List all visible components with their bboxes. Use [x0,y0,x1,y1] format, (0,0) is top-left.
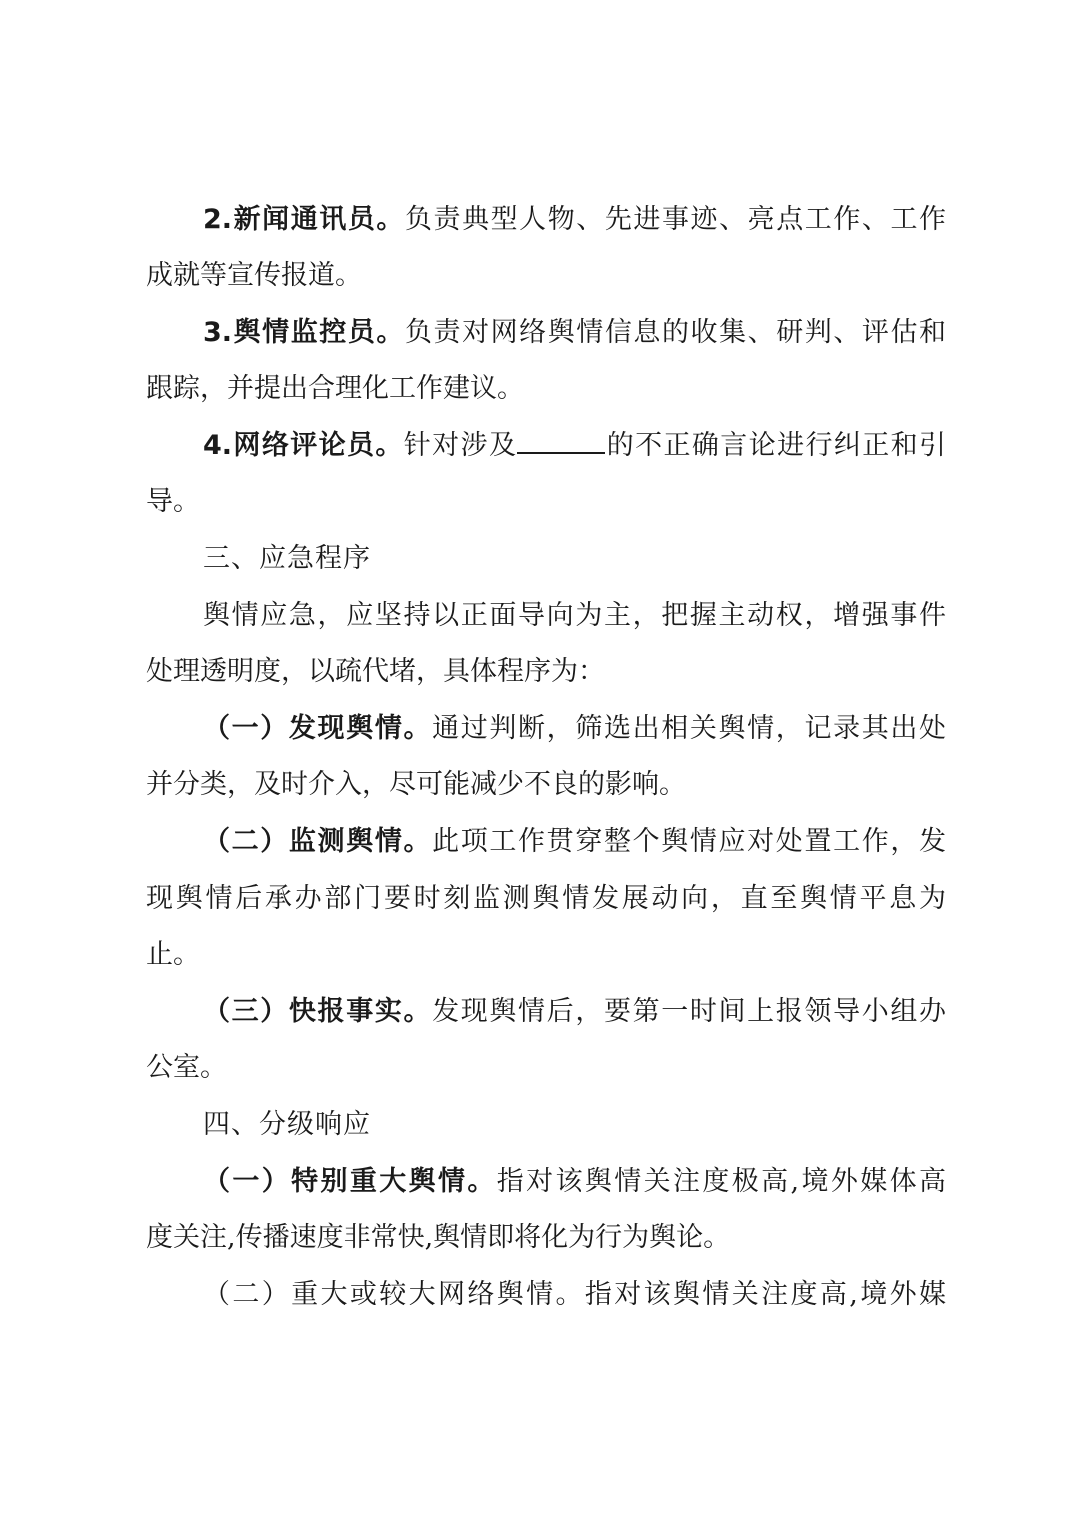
paragraph-monitoring-line-1 [203,822,946,862]
paragraph-news-correspondent-line-2: 成就等宣传报道。 [146,260,362,291]
fill-in-blank [517,426,605,454]
discover-text: 通过判断，筛选出相关舆情，记录其出处 [432,713,947,744]
major-lead: （一）特别重大舆情。 [203,1166,497,1197]
major-text: 指对该舆情关注度极高,境外媒体高 [496,1166,946,1197]
section-heading-graded-response: 四、分级响应 [203,1109,371,1140]
discover-lead: （一）发现舆情。 [203,713,433,744]
report-lead: （三）快报事实。 [203,996,433,1027]
paragraph-discover-line-1 [203,709,946,749]
news-correspondent-text: 负责典型人物、先进事迹、亮点工作、工作 [404,204,946,235]
paragraph-monitoring-line-2: 现舆情后承办部门要时刻监测舆情发展动向，直至舆情平息为 [146,883,946,914]
paragraph-monitor-line-2: 跟踪，并提出合理化工作建议。 [146,373,524,404]
paragraph-report-line-2: 公室。 [146,1052,227,1083]
paragraph-significant-line-1: （二）重大或较大网络舆情。指对该舆情关注度高,境外媒 [203,1279,946,1310]
commentator-lead: 4.网络评论员。 [203,430,404,461]
news-correspondent-lead: 2.新闻通讯员。 [203,204,405,235]
section-heading-emergency-procedure: 三、应急程序 [203,543,371,574]
paragraph-report-line-1 [203,992,946,1032]
report-text: 发现舆情后，要第一时间上报领导小组办 [432,996,947,1027]
commentator-text-before: 针对涉及 [403,430,518,461]
paragraph-monitor-line-1 [203,313,946,353]
paragraph-commentator-line-1 [203,426,946,466]
paragraph-major-line-1 [203,1162,946,1202]
paragraph-major-line-2: 度关注,传播速度非常快,舆情即将化为行为舆论。 [146,1222,731,1253]
monitor-lead: 3.舆情监控员。 [203,317,405,348]
paragraph-commentator-line-2: 导。 [146,486,200,517]
commentator-text-after: 的不正确言论进行纠正和引 [605,430,947,461]
paragraph-discover-line-2: 并分类，及时介入，尽可能减少不良的影响。 [146,769,686,800]
paragraph-monitoring-line-3: 止。 [146,939,200,970]
paragraph-emergency-intro-line-2: 处理透明度，以疏代堵，具体程序为： [146,656,605,687]
monitoring-lead: （二）监测舆情。 [203,826,433,857]
paragraph-news-correspondent-line-1 [203,200,946,240]
paragraph-emergency-intro-line-1: 舆情应急，应坚持以正面导向为主，把握主动权，增强事件 [203,600,946,631]
monitor-text: 负责对网络舆情信息的收集、研判、评估和 [404,317,946,348]
monitoring-text: 此项工作贯穿整个舆情应对处置工作，发 [432,826,947,857]
